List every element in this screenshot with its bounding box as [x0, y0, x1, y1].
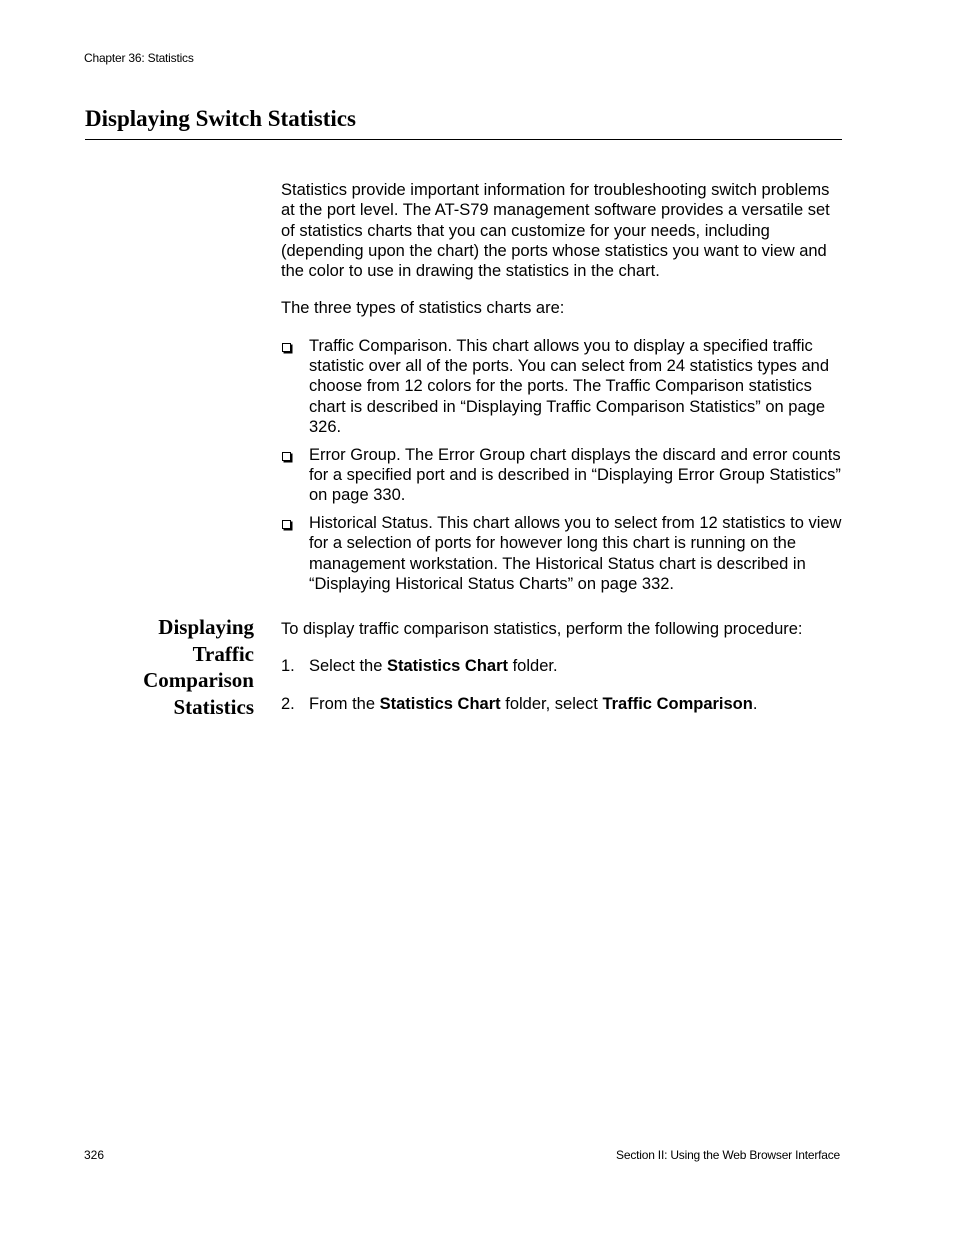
page-number: 326 [84, 1148, 105, 1162]
running-footer-section: Section II: Using the Web Browser Interface [616, 1148, 840, 1162]
subsection-heading-line: Comparison [143, 668, 254, 692]
section-body [281, 180, 846, 594]
list-item [281, 336, 846, 437]
step-text: From the Statistics Chart folder, select Traffic Comparison. [309, 694, 758, 713]
subsection-heading [100, 614, 254, 720]
checkbox-bullet-icon [282, 520, 291, 529]
step-number: 2. [281, 694, 295, 713]
title-rule [85, 139, 842, 140]
checkbox-bullet-icon [282, 452, 291, 461]
procedure-step [281, 656, 846, 676]
step-number: 1. [281, 657, 295, 676]
list-item [281, 513, 846, 594]
section-title: Displaying Switch Statistics [85, 106, 356, 131]
intro-paragraph: Statistics provide important information for troubleshooting switch problems at the port level. The AT-S79 management software provides a versatile set of statistics charts that you can customize for your needs, including (depending upon the chart) the ports whose statistics you want to view and the color to use in drawing the statistics in the chart. [281, 181, 830, 281]
list-item-text: Traffic Comparison. This chart allows you to display a specified traffic statistic over all of the ports. You can select from 24 statistics types and choose from 12 colors for the ports. The Traffic Comparison statistics chart is described in “Displaying Traffic Comparison Statistics” on page 326. [309, 336, 830, 436]
step-emphasis: Statistics Chart [379, 694, 501, 713]
list-item-text: Error Group. The Error Group chart displays the discard and error counts for a specified port and is described in “Displaying Error Group Statistics” on page 330. [309, 445, 841, 505]
step-emphasis: Traffic Comparison [602, 694, 753, 713]
running-header-chapter: Chapter 36: Statistics [84, 51, 194, 65]
subsection-heading-line: Statistics [173, 694, 254, 719]
list-item-text: Historical Status. This chart allows you to select from 12 statistics to view for a selection of ports for however long this chart is running on the management workstation. The Historical Status chart is described in “Displaying Historical Status Charts” on page 332. [309, 514, 842, 594]
step-text: Select the Statistics Chart folder. [309, 657, 558, 676]
list-item [281, 445, 846, 506]
chart-types-intro: The three types of statistics charts are: [281, 299, 565, 318]
subsection-heading-line: Displaying [158, 615, 254, 639]
procedure-step [281, 694, 846, 714]
procedure-intro: To display traffic comparison statistics, perform the following procedure: [281, 620, 803, 638]
chart-types-list [281, 336, 846, 595]
checkbox-bullet-icon [282, 343, 291, 352]
step-emphasis: Statistics Chart [386, 657, 509, 676]
subsection-heading-line: Traffic [192, 641, 254, 666]
subsection-body [281, 619, 846, 714]
